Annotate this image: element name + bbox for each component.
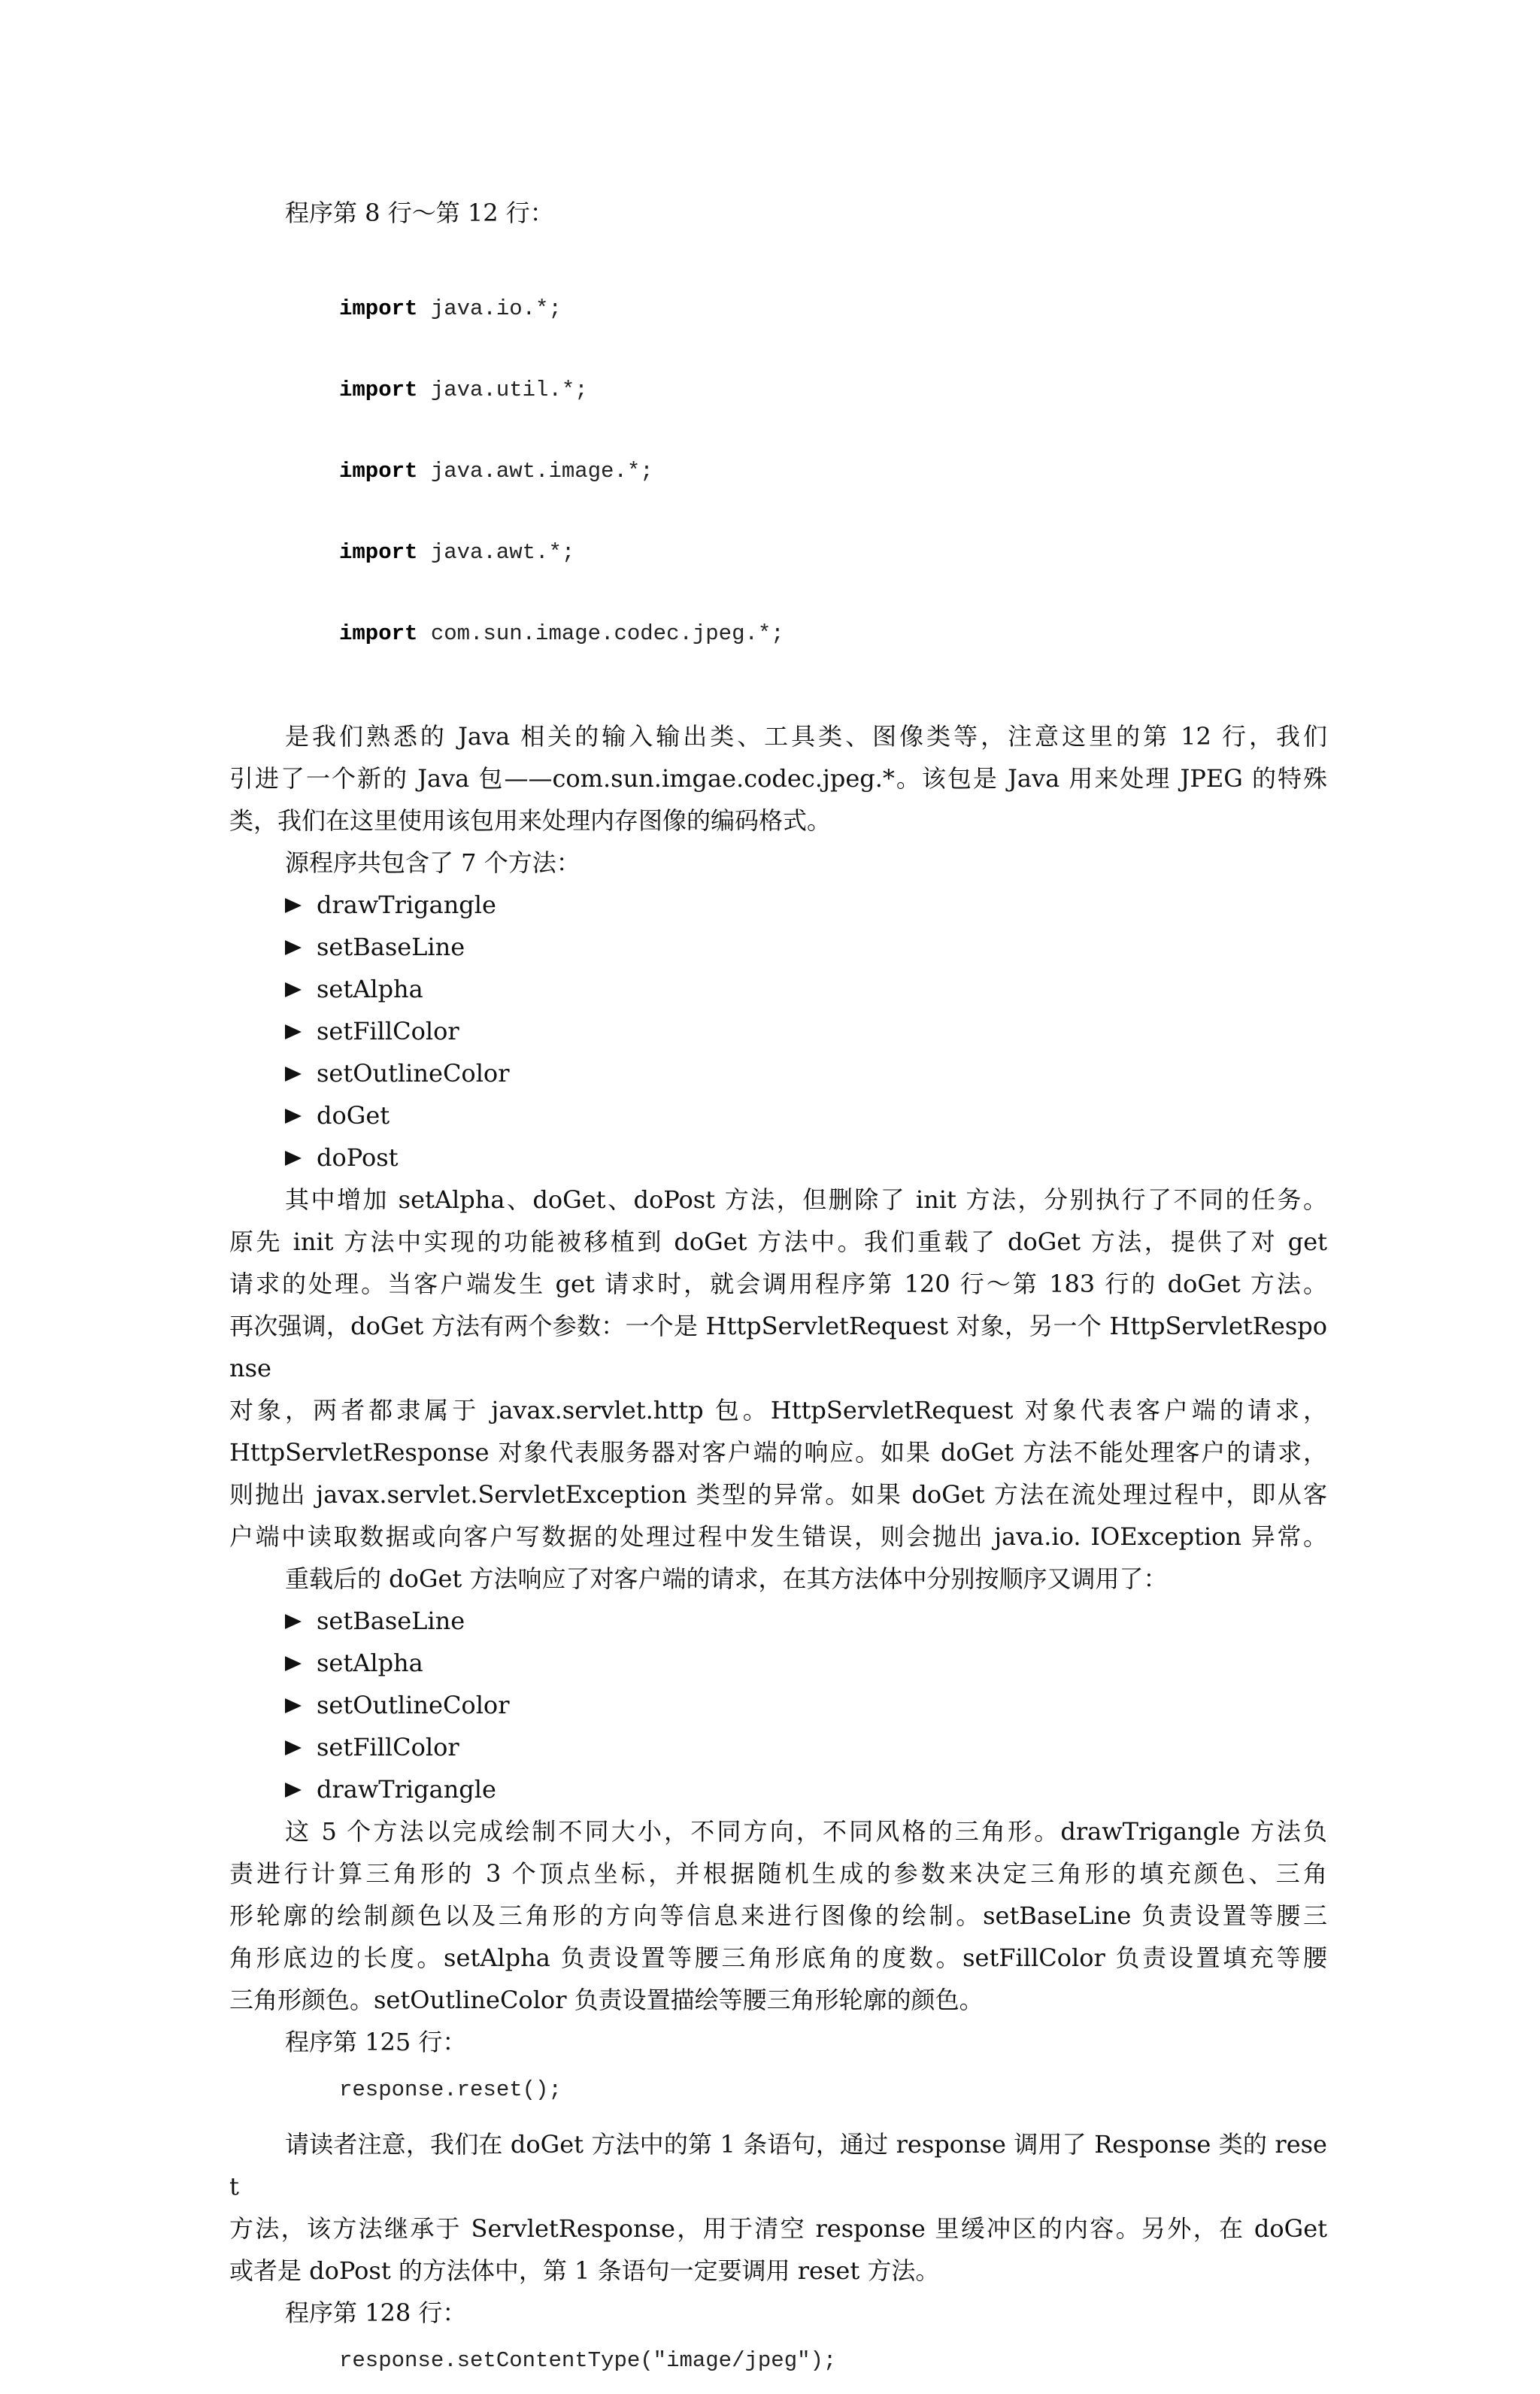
- arrow-right-icon: [285, 1740, 302, 1755]
- code-keyword: import: [339, 296, 418, 321]
- list-item: [285, 968, 1327, 1010]
- paragraph-imports-line-3: 类，我们在这里使用该包用来处理内存图像的编码格式。: [229, 806, 832, 835]
- code-block-content-type: [339, 2347, 1327, 2374]
- code-keyword: import: [339, 378, 418, 402]
- list-item: [285, 1136, 1327, 1179]
- code-text: java.util.*;: [417, 378, 588, 402]
- arrow-right-icon: [285, 940, 302, 955]
- line-reference-125: 程序第 125 行：: [285, 2028, 467, 2056]
- methods-list: [229, 884, 1327, 1179]
- call-order-list: [229, 1600, 1327, 1810]
- paragraph-five-methods-line-4: 角形底边的长度。setAlpha 负责设置等腰三角形底角的度数。setFillColor 负责设置填充等腰: [229, 1943, 1327, 1972]
- list-item: [285, 1642, 1327, 1684]
- list-item-text: setAlpha: [317, 975, 423, 1003]
- paragraph-methods-intro: 源程序共包含了 7 个方法：: [285, 848, 581, 877]
- code-line: [339, 458, 1327, 485]
- list-item-text: setBaseLine: [317, 1607, 465, 1635]
- paragraph-imports-line-1: 是我们熟悉的 Java 相关的输入输出类、工具类、图像类等，注意这里的第 12 行，我们: [285, 722, 1327, 751]
- code-keyword: import: [339, 540, 418, 565]
- list-item-text: setAlpha: [317, 1649, 423, 1677]
- code-text: java.awt.image.*;: [417, 459, 653, 484]
- list-item-text: doPost: [317, 1143, 399, 1172]
- paragraph-five-methods-line-5: 三角形颜色。setOutlineColor 负责设置描绘等腰三角形轮廓的颜色。: [229, 1986, 984, 2014]
- list-item: [285, 1600, 1327, 1642]
- list-item: [285, 1052, 1327, 1094]
- list-item-text: setFillColor: [317, 1017, 459, 1045]
- paragraph-doget-line-8: 户端中读取数据或向客户写数据的处理过程中发生错误，则会抛出 java.io. IOException 异常。: [229, 1522, 1327, 1551]
- list-item: [285, 926, 1327, 968]
- arrow-right-icon: [285, 1614, 302, 1629]
- code-line: [339, 539, 1327, 566]
- paragraph-doget-line-1: 其中增加 setAlpha、doGet、doPost 方法，但删除了 init 方法，分别执行了不同的任务。: [285, 1185, 1327, 1214]
- list-item-text: setFillColor: [317, 1733, 459, 1761]
- paragraph-doget-line-5: 对象，两者都隶属于 javax.servlet.http 包。HttpServletRequest 对象代表客户端的请求，: [229, 1396, 1327, 1425]
- paragraph-reset-line-1: 请读者注意，我们在 doGet 方法中的第 1 条语句，通过 response 调用了 Response 类的 reset: [229, 2130, 1327, 2201]
- list-item-text: setOutlineColor: [317, 1691, 510, 1719]
- list-item: [285, 1684, 1327, 1726]
- paragraph-reset-line-3: 或者是 doPost 的方法体中，第 1 条语句一定要调用 reset 方法。: [229, 2256, 940, 2285]
- paragraph-five-methods-line-1: 这 5 个方法以完成绘制不同大小，不同方向，不同风格的三角形。drawTrigangle 方法负: [285, 1817, 1327, 1846]
- arrow-right-icon: [285, 898, 302, 913]
- paragraph-doget-line-7: 则抛出 javax.servlet.ServletException 类型的异常。如果 doGet 方法在流处理过程中，即从客: [229, 1480, 1327, 1509]
- paragraph-call-order: 重载后的 doGet 方法响应了对客户端的请求，在其方法体中分别按顺序又调用了：: [285, 1564, 1168, 1593]
- line-reference-128: 程序第 128 行：: [285, 2298, 467, 2327]
- paragraph-doget-line-6: HttpServletResponse 对象代表服务器对客户端的响应。如果 doGet 方法不能处理客户的请求，: [229, 1438, 1327, 1467]
- code-text: com.sun.image.codec.jpeg.*;: [417, 621, 784, 646]
- arrow-right-icon: [285, 1783, 302, 1798]
- arrow-right-icon: [285, 1656, 302, 1671]
- line-reference-8-12: 程序第 8 行～第 12 行：: [285, 199, 554, 227]
- code-block-imports: [339, 241, 1327, 702]
- arrow-right-icon: [285, 1109, 302, 1124]
- paragraph-five-methods-line-2: 责进行计算三角形的 3 个顶点坐标，并根据随机生成的参数来决定三角形的填充颜色、三角: [229, 1859, 1327, 1888]
- list-item: [285, 1768, 1327, 1810]
- arrow-right-icon: [285, 1151, 302, 1166]
- list-item-text: drawTrigangle: [317, 1775, 496, 1804]
- list-item-text: setOutlineColor: [317, 1059, 510, 1088]
- list-item: [285, 884, 1327, 926]
- code-block-reset: [339, 2077, 1327, 2104]
- paragraph-reset-line-2: 方法，该方法继承于 ServletResponse，用于清空 response 里缓冲区的内容。另外，在 doGet: [229, 2214, 1327, 2243]
- page-content: [229, 192, 1327, 2394]
- list-item: [285, 1726, 1327, 1768]
- code-line: [339, 377, 1327, 404]
- arrow-right-icon: [285, 1067, 302, 1082]
- code-line: response.reset();: [339, 2077, 562, 2102]
- code-keyword: import: [339, 459, 418, 484]
- code-line: response.setContentType("image/jpeg");: [339, 2348, 837, 2373]
- code-line: [339, 296, 1327, 323]
- code-line: [339, 620, 1327, 648]
- list-item-text: drawTrigangle: [317, 891, 496, 919]
- code-text: java.awt.*;: [417, 540, 575, 565]
- paragraph-imports-line-2: 引进了一个新的 Java 包——com.sun.imgae.codec.jpeg.*。该包是 Java 用来处理 JPEG 的特殊: [229, 764, 1327, 793]
- paragraph-doget-line-2: 原先 init 方法中实现的功能被移植到 doGet 方法中。我们重载了 doGet 方法，提供了对 get: [229, 1227, 1327, 1256]
- list-item: [285, 1010, 1327, 1052]
- arrow-right-icon: [285, 982, 302, 997]
- code-text: java.io.*;: [417, 296, 562, 321]
- list-item-text: doGet: [317, 1101, 390, 1130]
- arrow-right-icon: [285, 1024, 302, 1039]
- code-keyword: import: [339, 621, 418, 646]
- list-item-text: setBaseLine: [317, 933, 465, 961]
- paragraph-doget-line-3: 请求的处理。当客户端发生 get 请求时，就会调用程序第 120 行～第 183 行的 doGet 方法。: [229, 1270, 1327, 1298]
- paragraph-five-methods-line-3: 形轮廓的绘制颜色以及三角形的方向等信息来进行图像的绘制。setBaseLine 负责设置等腰三: [229, 1901, 1327, 1930]
- paragraph-doget-line-4: 再次强调，doGet 方法有两个参数：一个是 HttpServletRequest 对象，另一个 HttpServletResponse: [229, 1312, 1327, 1382]
- list-item: [285, 1094, 1327, 1136]
- arrow-right-icon: [285, 1698, 302, 1713]
